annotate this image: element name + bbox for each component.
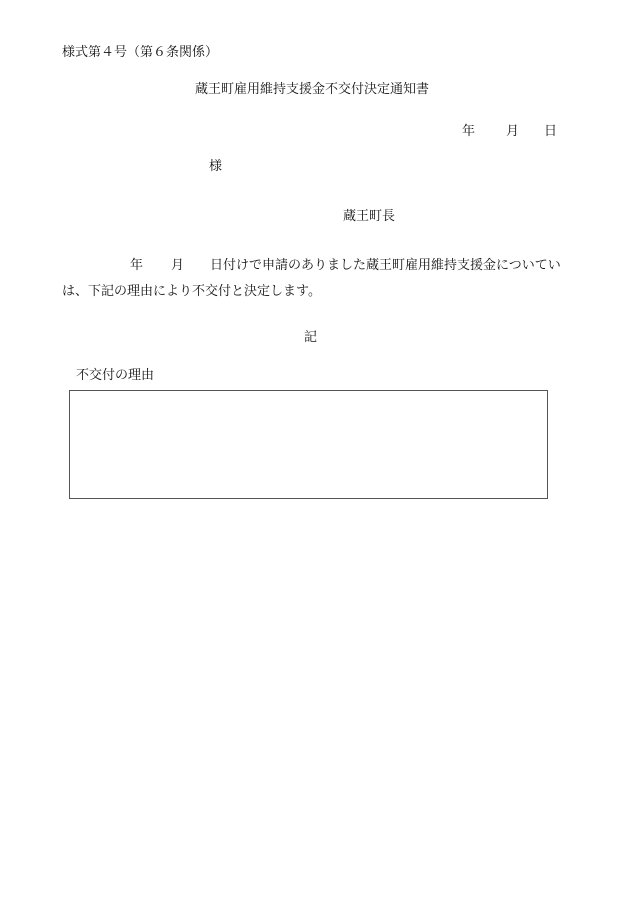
form-number: 様式第４号（第６条関係） bbox=[62, 45, 219, 60]
ki-heading: 記 bbox=[304, 330, 318, 345]
application-year-label: 年 bbox=[130, 258, 144, 273]
application-month-label: 月 bbox=[171, 258, 185, 273]
date-year-label: 年 bbox=[462, 124, 476, 139]
body-text-line-2: は、下記の理由により不交付と決定します。 bbox=[62, 284, 321, 299]
date-day-label: 日 bbox=[544, 124, 558, 139]
document-title: 蔵王町雇用維持支援金不交付決定通知書 bbox=[195, 82, 430, 97]
date-month-label: 月 bbox=[506, 124, 520, 139]
body-text-line-1-rest: 日付けで申請のありました蔵王町雇用維持支援金についてい bbox=[210, 258, 561, 273]
reason-label: 不交付の理由 bbox=[76, 368, 155, 383]
issuer-name: 蔵王町長 bbox=[343, 209, 396, 224]
reason-box[interactable] bbox=[69, 390, 548, 499]
addressee-honorific: 様 bbox=[209, 159, 223, 174]
